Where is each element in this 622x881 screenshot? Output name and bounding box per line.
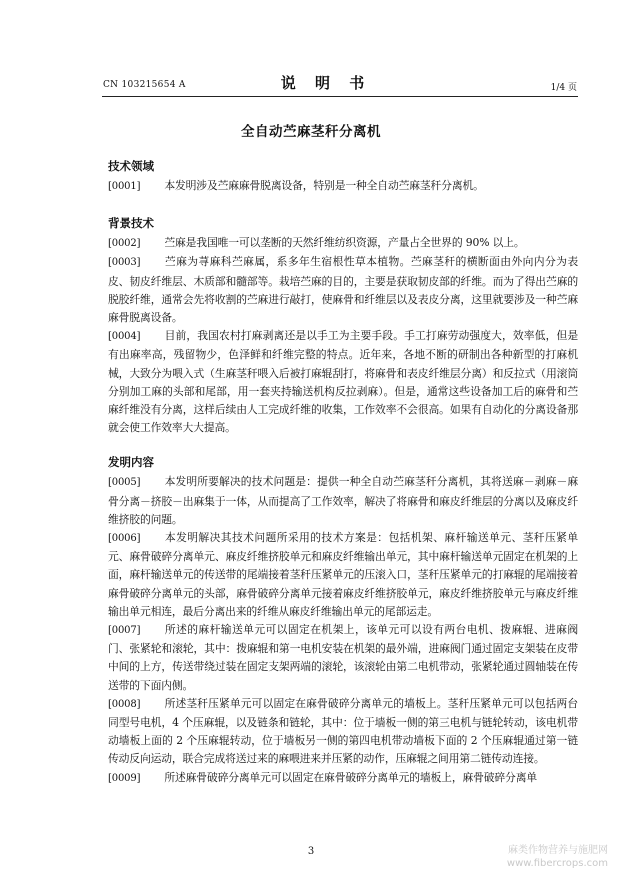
paragraph bbox=[108, 695, 578, 769]
paragraph bbox=[108, 234, 578, 253]
paragraph bbox=[108, 473, 578, 529]
paragraph-number: [0007] bbox=[108, 625, 141, 637]
paragraph bbox=[108, 769, 578, 788]
watermark-url: www.fibercrops.com bbox=[506, 858, 608, 869]
paragraph-number: [0002] bbox=[108, 238, 141, 250]
paragraph-number: [0003] bbox=[108, 257, 141, 269]
paragraph-number: [0004] bbox=[108, 331, 141, 343]
page-number: 3 bbox=[307, 846, 315, 857]
paragraph-text: 目前，我国农村打麻剥离还是以手工为主要手段。手工打麻劳动强度大，效率低，但是有出麻率高，残留物少，色泽鲜和纤维完整的特点。近年来，各地不断的研制出各种新型的打麻机械，大致分为喂入式（生麻茎秆喂入后被打麻辊刮打，将麻骨和表皮纤维层分离）和反拉式（用滚筒分别加工麻的头部和尾部，用一套夹持输送机构反拉剥麻）。但是，通常这些设备加工后的麻骨和苎麻纤维没有分离，这样后续由人工完成纤维的收集，工作效率不会很高。如果有自动化的分离设备那就会使工作效率大大提高。 bbox=[108, 329, 578, 435]
paragraph-text: 苎麻为荨麻科苎麻属，系多年生宿根性草本植物。苎麻茎秆的横断面由外向内分为表皮、韧皮纤维层、木质部和髓部等。栽培苎麻的目的，主要是获取韧皮部的纤维。而为了得出苎麻的脱胶纤维，通常会先将收割的苎麻进行敲打，使麻骨和纤维层以及表皮分离，这里就要涉及一种苎麻麻骨脱离设备。 bbox=[108, 255, 578, 325]
paragraph bbox=[108, 177, 578, 196]
document-type: 说 明 书 bbox=[280, 74, 372, 92]
section-heading-invention: 发明内容 bbox=[108, 455, 154, 470]
paragraph bbox=[108, 529, 578, 621]
paragraph bbox=[108, 621, 578, 695]
paragraph-text: 苎麻是我国唯一可以垄断的天然纤维纺织资源，产量占全世界的 90% 以上。 bbox=[164, 236, 525, 250]
section-heading-background: 背景技术 bbox=[108, 216, 154, 231]
section-heading-tech-field: 技术领域 bbox=[108, 159, 154, 173]
paragraph-number: [0005] bbox=[108, 477, 141, 489]
paragraph-text: 本发明解决其技术问题所采用的技术方案是：包括机架、麻杆输送单元、茎秆压紧单元、麻骨破碎分离单元、麻皮纤维挤胶单元和麻皮纤维输出单元，其中麻杆输送单元固定在机架的上面，麻杆输送单元的传送带的尾端接着茎秆压紧单元的压滚入口，茎秆压紧单元的打麻辊的尾端接着麻骨破碎分离单元的头部，麻骨破碎分离单元接着麻皮纤维挤胶单元，麻皮纤维挤胶单元与麻皮纤维输出单元相连，最后分离出来的纤维从麻皮纤维输出单元的尾部运走。 bbox=[108, 531, 578, 618]
document-body bbox=[108, 157, 578, 788]
paragraph bbox=[108, 327, 578, 437]
watermark-title: 麻类作物营养与施肥网 bbox=[508, 845, 608, 856]
site-watermark bbox=[507, 844, 608, 870]
page-info: 1/4 页 bbox=[550, 83, 577, 93]
page-header bbox=[75, 72, 577, 96]
paragraph bbox=[108, 253, 578, 327]
paragraph-text: 本发明涉及苎麻麻骨脱离设备，特别是一种全自动苎麻茎秆分离机。 bbox=[164, 179, 484, 192]
paragraph-text: 本发明所要解决的技术问题是：提供一种全自动苎麻茎秆分离机，其将送麻－剥麻－麻骨分离－挤胶－出麻集于一体，从而提高了工作效率，解决了将麻骨和麻皮纤维层的分离以及麻皮纤维挤胶的问题。 bbox=[108, 475, 578, 526]
publication-number: CN 103215654 A bbox=[103, 80, 186, 90]
paragraph-number: [0001] bbox=[108, 181, 141, 192]
paragraph-text: 所述的麻杆输送单元可以固定在机架上，该单元可以设有两台电机、拨麻辊、进麻阀门、张紧轮和滚轮，其中：拨麻辊和第一电机安装在机架的最外端，进麻阀门通过固定支架装在皮带中间的上方，传送带绕过装在固定支架两端的滚轮，该滚轮由第二电机带动，张紧轮通过圆轴装在传送带的下面内侧。 bbox=[108, 623, 578, 692]
paragraph-number: [0009] bbox=[108, 772, 141, 784]
paragraph-text: 所述茎秆压紧单元可以固定在麻骨破碎分离单元的墙板上。茎秆压紧单元可以包括两台同型号电机，4 个压麻辊，以及链条和链轮，其中：位于墙板一侧的第三电机与链轮转动，该电机带动墙板上面的 2 个压麻辊转动，位于墙板另一侧的第四电机带动墙板下面的 2 个压麻辊通过第一链传动反向运动，联合完成将送过来的麻喂进来并压紧的动作，压麻辊之间用第二链传动连接。 bbox=[108, 696, 578, 766]
header-rule bbox=[102, 96, 578, 97]
document-title: 全自动苎麻茎秆分离机 bbox=[241, 124, 381, 140]
paragraph-text: 所述麻骨破碎分离单元可以固定在麻骨破碎分离单元的墙板上，麻骨破碎分离单 bbox=[164, 770, 537, 784]
paragraph-number: [0006] bbox=[108, 533, 141, 545]
paragraph-number: [0008] bbox=[108, 698, 141, 710]
